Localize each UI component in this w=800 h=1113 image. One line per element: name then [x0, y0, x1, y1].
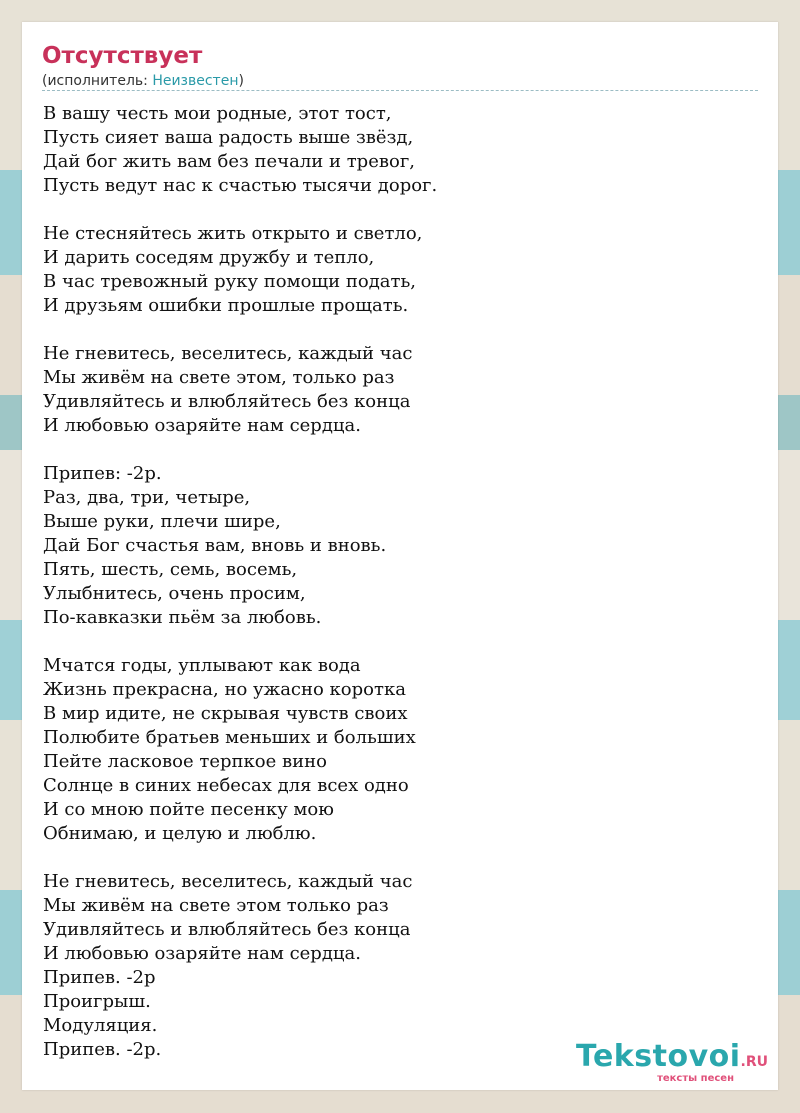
lyric-line: И со мною пойте песенку мою [43, 799, 334, 820]
lyric-line: Удивляйтесь и влюбляйтесь без конца [43, 391, 411, 412]
lyric-line: Жизнь прекрасна, но ужасно коротка [43, 679, 406, 700]
lyric-line: Мы живём на свете этом, только раз [43, 367, 395, 388]
lyric-line: Модуляция. [43, 1015, 158, 1036]
lyric-line: Припев. -2р. [43, 1039, 162, 1060]
lyric-line: В вашу честь мои родные, этот тост, [43, 103, 392, 124]
lyric-line: Проигрыш. [43, 991, 151, 1012]
lyric-line: Полюбите братьев меньших и больших [43, 727, 416, 748]
lyric-line: Мы живём на свете этом только раз [43, 895, 389, 916]
lyric-line: Выше руки, плечи шире, [43, 511, 281, 532]
lyric-line: И любовью озаряйте нам сердца. [43, 415, 361, 436]
stanza-gap [43, 630, 743, 654]
lyric-line: Пусть сияет ваша радость выше звёзд, [43, 127, 414, 148]
logo-brand: Tekstovoi [575, 1039, 741, 1074]
lyric-line: Улыбнитесь, очень просим, [43, 583, 306, 604]
lyric-line: И друзьям ошибки прошлые прощать. [43, 295, 409, 316]
lyrics-text [43, 102, 743, 1062]
lyric-line: Раз, два, три, четыре, [43, 487, 251, 508]
lyric-line: Обнимаю, и целую и люблю. [43, 823, 317, 844]
lyric-line: Припев. -2р [43, 967, 156, 988]
lyric-line: И любовью озаряйте нам сердца. [43, 943, 361, 964]
lyric-line: Солнце в синих небесах для всех одно [43, 775, 409, 796]
performer-link[interactable]: Неизвестен [152, 73, 239, 89]
performer-label: (исполнитель: [42, 73, 153, 89]
lyric-line: Пять, шесть, семь, восемь, [43, 559, 298, 580]
lyric-line: В час тревожный руку помощи подать, [43, 271, 417, 292]
stanza-gap [43, 846, 743, 870]
lyric-line: Дай Бог счастья вам, вновь и вновь. [43, 535, 387, 556]
song-title: Отсутствует [42, 43, 203, 69]
lyric-line: Не стесняйтесь жить открыто и светло, [43, 223, 423, 244]
dashed-divider [42, 90, 758, 91]
lyric-line: Припев: -2р. [43, 463, 162, 484]
performer-close: ) [238, 73, 244, 89]
site-logo[interactable] [575, 1039, 768, 1084]
performer-line [42, 72, 244, 90]
stanza-gap [43, 438, 743, 462]
lyric-line: Пусть ведут нас к счастью тысячи дорог. [43, 175, 438, 196]
lyric-line: Пейте ласковое терпкое вино [43, 751, 327, 772]
lyrics-card [22, 22, 778, 1090]
lyric-line: В мир идите, не скрывая чувств своих [43, 703, 408, 724]
logo-tagline: тексты песен [657, 1073, 734, 1084]
lyric-line: Мчатся годы, уплывают как вода [43, 655, 361, 676]
lyric-line: Не гневитесь, веселитесь, каждый час [43, 871, 413, 892]
lyric-line: И дарить соседям дружбу и тепло, [43, 247, 375, 268]
lyric-line: Дай бог жить вам без печали и тревог, [43, 151, 415, 172]
lyric-line: Удивляйтесь и влюбляйтесь без конца [43, 919, 411, 940]
lyric-line: Не гневитесь, веселитесь, каждый час [43, 343, 413, 364]
stanza-gap [43, 318, 743, 342]
logo-tld: .RU [740, 1054, 768, 1070]
stanza-gap [43, 198, 743, 222]
lyric-line: По-кавказки пьём за любовь. [43, 607, 322, 628]
